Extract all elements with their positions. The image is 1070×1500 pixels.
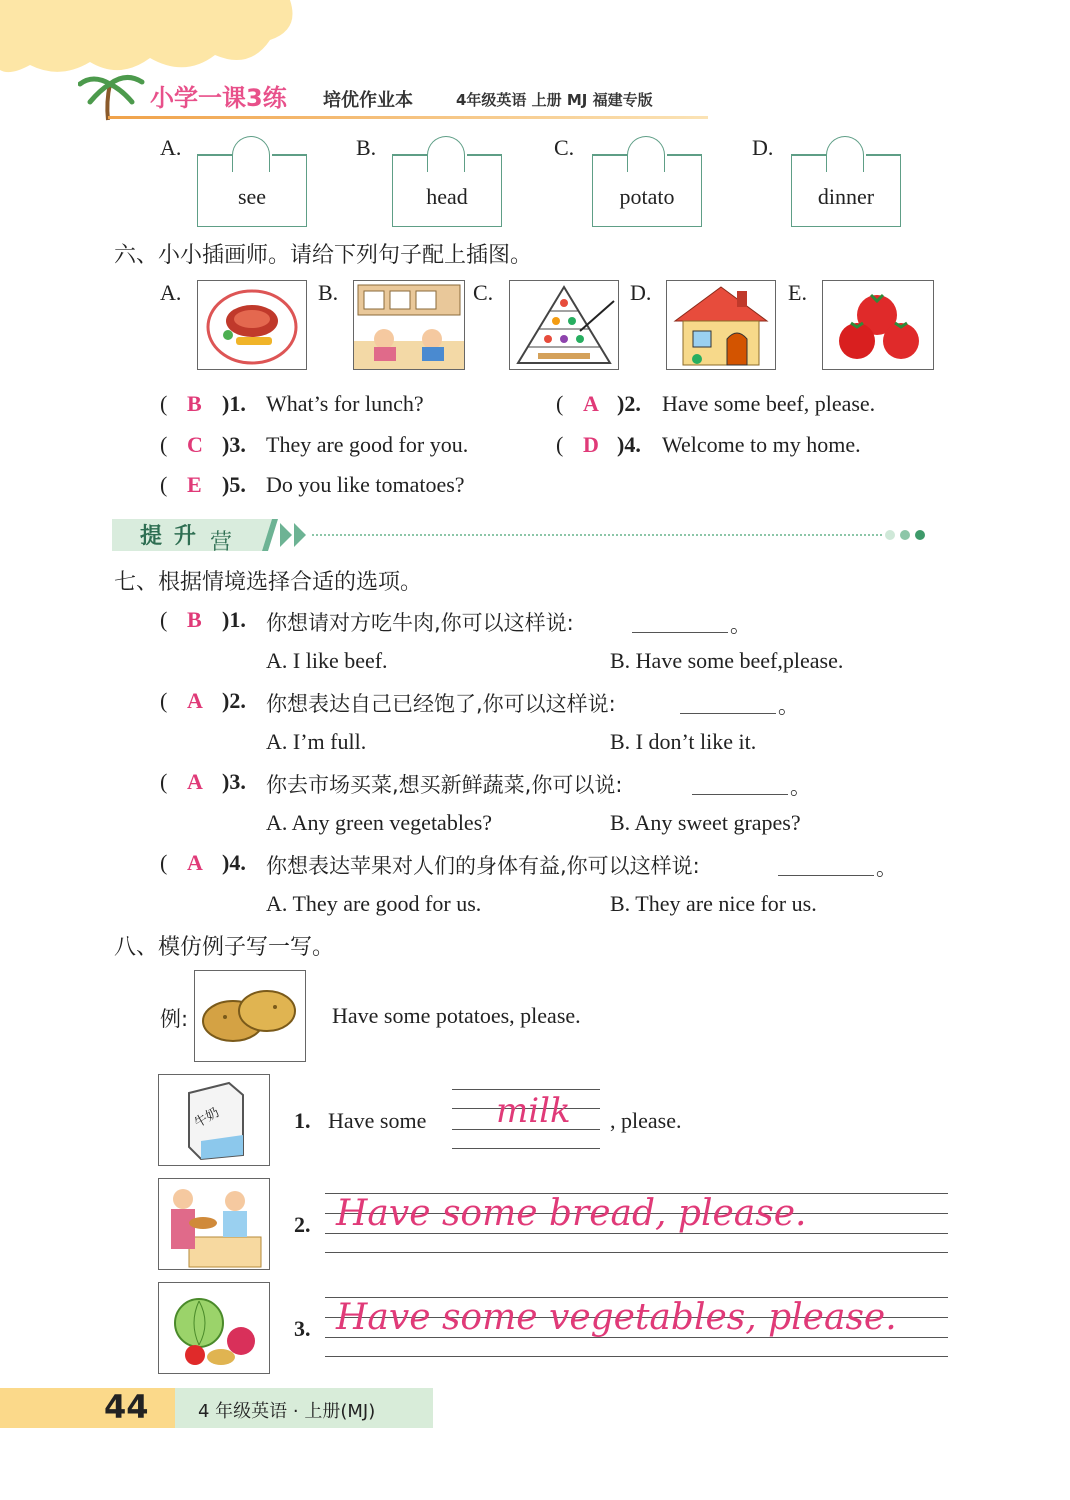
page-number: 44 — [104, 1388, 149, 1426]
section8-title: 八、模仿例子写一写。 — [114, 935, 335, 960]
question-text: 你想表达苹果对人们的身体有益,你可以这样说: — [266, 854, 700, 878]
example-text: Have some potatoes, please. — [332, 1003, 581, 1028]
header-book-info: 4年级英语 上册 MJ 福建专版 — [456, 91, 653, 109]
footer-page-block — [0, 1388, 175, 1428]
handwritten-answer[interactable]: milk — [496, 1091, 571, 1131]
option-b[interactable]: B. Have some beef,please. — [610, 648, 844, 673]
option-b[interactable]: B. I don’t like it. — [610, 729, 757, 754]
sentence-prefix: Have some — [328, 1108, 427, 1133]
answer-blank[interactable]: B — [187, 391, 202, 416]
puzzle-box-b — [392, 154, 502, 227]
picture-letter-e: E. — [788, 280, 807, 305]
sentence-suffix: , please. — [610, 1108, 682, 1133]
food-pyramid-icon — [509, 280, 619, 370]
tomatoes-icon — [822, 280, 934, 370]
header-cloud-decoration — [0, 0, 300, 80]
header — [78, 72, 738, 122]
answer-blank[interactable]: D — [583, 432, 599, 457]
example-label: 例: — [160, 1007, 189, 1031]
answer-blank[interactable]: B — [187, 607, 202, 632]
palm-tree-icon — [78, 72, 148, 122]
banner-dots-icon — [882, 527, 932, 543]
handwritten-sentence[interactable]: Have some bread, please. — [336, 1193, 807, 1234]
puzzle-box-a — [197, 154, 307, 227]
question-text: 你想表达自己已经饱了,你可以这样说: — [266, 692, 616, 716]
question-text: 你想请对方吃牛肉,你可以这样说: — [266, 611, 574, 635]
house-icon — [666, 280, 776, 370]
potatoes-icon — [194, 970, 306, 1062]
answer-blank[interactable]: A — [583, 391, 599, 416]
banner-dotted-line — [312, 534, 882, 536]
option-a[interactable]: A. I like beef. — [266, 648, 388, 673]
option-a[interactable]: A. I’m full. — [266, 729, 367, 754]
puzzle-word-c: potato — [619, 184, 675, 209]
banner-label: 提 — [140, 524, 163, 549]
picture-letter-b: B. — [318, 280, 339, 305]
answer-blank[interactable]: C — [187, 432, 203, 457]
item-text: What’s for lunch? — [266, 391, 424, 416]
brand-logo: 小学一课3练 — [150, 84, 287, 112]
answer-blank[interactable]: A — [187, 769, 203, 794]
option-b[interactable]: B. Any sweet grapes? — [610, 810, 801, 835]
picture-letter-d: D. — [630, 280, 652, 305]
school-lunch-icon — [353, 280, 465, 370]
puzzle-letter-c: C. — [554, 135, 575, 160]
handwritten-sentence[interactable]: Have some vegetables, please. — [336, 1297, 897, 1338]
puzzle-letter-d: D. — [752, 135, 774, 160]
section6-title: 六、小小插画师。请给下列句子配上插图。 — [114, 243, 533, 268]
picture-letter-c: C. — [473, 280, 494, 305]
puzzle-word-a: see — [237, 184, 267, 209]
puzzle-letter-a: A. — [160, 135, 182, 160]
question-text: 你去市场买菜,想买新鲜蔬菜,你可以说: — [266, 773, 623, 797]
steak-plate-icon — [197, 280, 307, 370]
picture-letter-a: A. — [160, 280, 182, 305]
header-subtitle: 培优作业本 — [323, 90, 413, 111]
puzzle-word-b: head — [426, 184, 468, 209]
item-text: Welcome to my home. — [662, 432, 861, 457]
bread-serving-icon — [158, 1178, 270, 1270]
puzzle-box-d — [791, 154, 901, 227]
header-underline — [108, 116, 708, 119]
footer-book-label: 4 年级英语 · 上册(MJ) — [198, 1401, 376, 1422]
section-banner: 提 升 营 — [112, 517, 932, 553]
vegetables-icon — [158, 1282, 270, 1374]
item-text: Do you like tomatoes? — [266, 472, 465, 497]
answer-blank[interactable]: A — [187, 850, 203, 875]
milk-carton-icon — [158, 1074, 270, 1166]
puzzle-box-c — [592, 154, 702, 227]
item-text: They are good for you. — [266, 432, 469, 457]
puzzle-word-d: dinner — [817, 184, 875, 209]
answer-blank[interactable]: E — [187, 472, 202, 497]
option-b[interactable]: B. They are nice for us. — [610, 891, 817, 916]
section7-title: 七、根据情境选择合适的选项。 — [114, 570, 423, 595]
milk-label: 牛奶 — [191, 1105, 223, 1132]
puzzle-letter-b: B. — [356, 135, 377, 160]
answer-blank[interactable]: A — [187, 688, 203, 713]
item-text: Have some beef, please. — [662, 391, 876, 416]
option-a[interactable]: A. Any green vegetables? — [266, 810, 493, 835]
option-a[interactable]: A. They are good for us. — [266, 891, 482, 916]
